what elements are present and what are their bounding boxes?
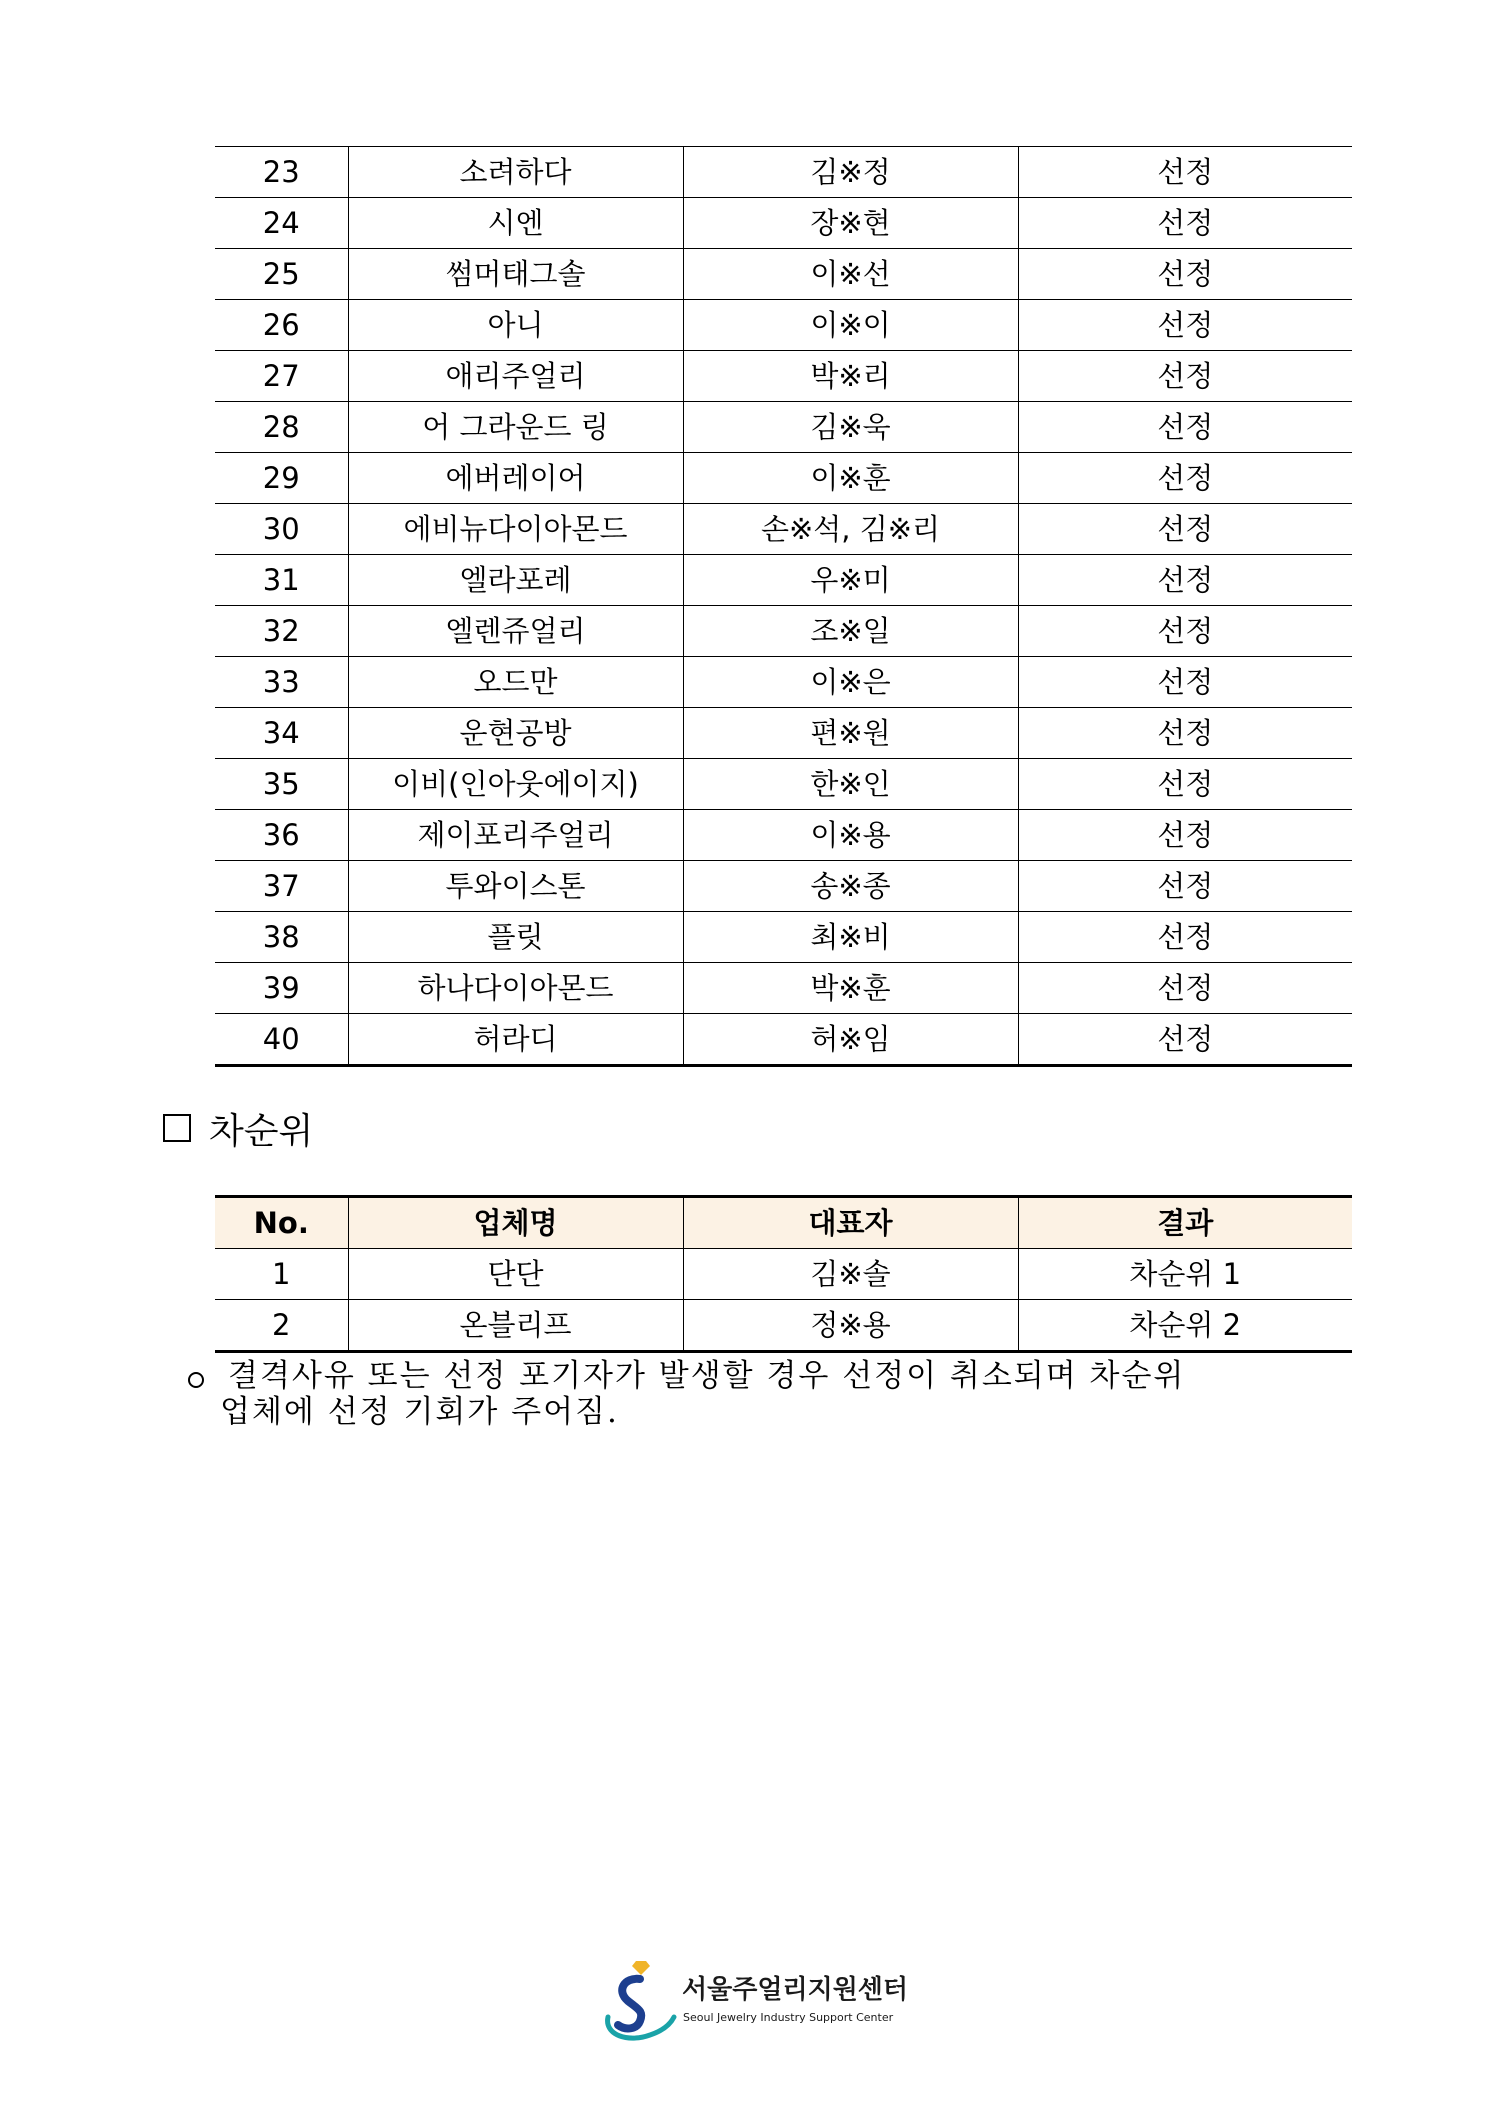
- cell-company: 애리주얼리: [348, 351, 683, 402]
- cell-no: 30: [215, 504, 348, 555]
- cell-company: 투와이스톤: [348, 861, 683, 912]
- cell-no: 32: [215, 606, 348, 657]
- cell-representative: 이※훈: [683, 453, 1018, 504]
- cell-representative: 손※석, 김※리: [683, 504, 1018, 555]
- cell-company: 운현공방: [348, 708, 683, 759]
- cell-result: 차순위 2: [1018, 1300, 1352, 1352]
- cell-representative: 송※종: [683, 861, 1018, 912]
- cell-no: 36: [215, 810, 348, 861]
- cell-company: 에버레이어: [348, 453, 683, 504]
- cell-company: 제이포리주얼리: [348, 810, 683, 861]
- header-company: 업체명: [348, 1197, 683, 1249]
- table-row: [215, 708, 1352, 759]
- table-row: [215, 861, 1352, 912]
- cell-company: 썸머태그솔: [348, 249, 683, 300]
- cell-no: 39: [215, 963, 348, 1014]
- table-row: [215, 300, 1352, 351]
- cell-result: 선정: [1018, 1014, 1352, 1066]
- table-row: [215, 402, 1352, 453]
- note-line-1: [188, 1358, 1338, 1394]
- logo-subtitle: Seoul Jewelry Industry Support Center: [683, 2011, 894, 2024]
- header-no: No.: [215, 1197, 348, 1249]
- cell-representative: 허※임: [683, 1014, 1018, 1066]
- cell-result: 선정: [1018, 351, 1352, 402]
- table-row: [215, 963, 1352, 1014]
- cell-company: 플릿: [348, 912, 683, 963]
- cell-result: 선정: [1018, 504, 1352, 555]
- runner-up-table: [215, 1195, 1352, 1353]
- cell-representative: 김※욱: [683, 402, 1018, 453]
- cell-representative: 이※용: [683, 810, 1018, 861]
- circle-bullet-icon: [188, 1372, 204, 1388]
- table-row: [215, 1014, 1352, 1066]
- cell-company: 시엔: [348, 198, 683, 249]
- cell-representative: 김※솔: [683, 1249, 1018, 1300]
- table-row: [215, 504, 1352, 555]
- cell-result: 선정: [1018, 759, 1352, 810]
- cell-company: 하나다이아몬드: [348, 963, 683, 1014]
- cell-no: 26: [215, 300, 348, 351]
- section-heading: [163, 1104, 313, 1152]
- cell-result: 선정: [1018, 198, 1352, 249]
- cell-result: 선정: [1018, 963, 1352, 1014]
- cell-no: 40: [215, 1014, 348, 1066]
- table-row: [215, 249, 1352, 300]
- cell-no: 27: [215, 351, 348, 402]
- cell-company: 어 그라운드 링: [348, 402, 683, 453]
- cell-result: 선정: [1018, 147, 1352, 198]
- cell-representative: 장※현: [683, 198, 1018, 249]
- checkbox-square-icon: [163, 1114, 191, 1142]
- table-row: [215, 555, 1352, 606]
- selection-table: [215, 146, 1352, 1067]
- cell-representative: 박※리: [683, 351, 1018, 402]
- cell-no: 29: [215, 453, 348, 504]
- cell-company: 이비(인아웃에이지): [348, 759, 683, 810]
- cell-company: 허라디: [348, 1014, 683, 1066]
- table-row: [215, 810, 1352, 861]
- cell-no: 24: [215, 198, 348, 249]
- cell-result: 선정: [1018, 657, 1352, 708]
- table-row: [215, 657, 1352, 708]
- jewelry-center-logo-icon: [600, 1955, 682, 2047]
- cell-no: 2: [215, 1300, 348, 1352]
- cell-no: 38: [215, 912, 348, 963]
- cell-representative: 최※비: [683, 912, 1018, 963]
- note: [188, 1358, 1338, 1430]
- cell-company: 단단: [348, 1249, 683, 1300]
- cell-representative: 한※인: [683, 759, 1018, 810]
- cell-no: 23: [215, 147, 348, 198]
- cell-representative: 편※원: [683, 708, 1018, 759]
- cell-company: 엘렌쥬얼리: [348, 606, 683, 657]
- section-heading-text: 차순위: [209, 1110, 314, 1152]
- cell-no: 33: [215, 657, 348, 708]
- cell-result: 선정: [1018, 402, 1352, 453]
- cell-representative: 이※이: [683, 300, 1018, 351]
- table-row: [215, 351, 1352, 402]
- cell-no: 31: [215, 555, 348, 606]
- cell-result: 선정: [1018, 861, 1352, 912]
- cell-result: 선정: [1018, 606, 1352, 657]
- cell-representative: 이※선: [683, 249, 1018, 300]
- runner-up-row: [215, 1249, 1352, 1300]
- note-text-1: 결격사유 또는 선정 포기자가 발생할 경우 선정이 취소되며 차순위: [228, 1358, 1186, 1394]
- runner-up-table-header: [215, 1197, 1352, 1249]
- table-row: [215, 606, 1352, 657]
- cell-representative: 이※은: [683, 657, 1018, 708]
- cell-no: 34: [215, 708, 348, 759]
- table-row: [215, 453, 1352, 504]
- cell-no: 35: [215, 759, 348, 810]
- cell-no: 28: [215, 402, 348, 453]
- cell-company: 소려하다: [348, 147, 683, 198]
- cell-result: 선정: [1018, 453, 1352, 504]
- selection-table-body: [215, 147, 1352, 1066]
- table-row: [215, 198, 1352, 249]
- cell-representative: 정※용: [683, 1300, 1018, 1352]
- cell-company: 에비뉴다이아몬드: [348, 504, 683, 555]
- cell-company: 엘라포레: [348, 555, 683, 606]
- table-row: [215, 147, 1352, 198]
- runner-up-table-body: [215, 1249, 1352, 1352]
- cell-result: 선정: [1018, 810, 1352, 861]
- runner-up-row: [215, 1300, 1352, 1352]
- header-result: 결과: [1018, 1197, 1352, 1249]
- cell-result: 선정: [1018, 555, 1352, 606]
- cell-representative: 김※정: [683, 147, 1018, 198]
- cell-result: 차순위 1: [1018, 1249, 1352, 1300]
- header-representative: 대표자: [683, 1197, 1018, 1249]
- table-row: [215, 912, 1352, 963]
- cell-no: 37: [215, 861, 348, 912]
- cell-representative: 박※훈: [683, 963, 1018, 1014]
- cell-company: 아니: [348, 300, 683, 351]
- logo-title: 서울주얼리지원센터: [682, 1975, 909, 2005]
- cell-result: 선정: [1018, 249, 1352, 300]
- cell-result: 선정: [1018, 300, 1352, 351]
- cell-no: 1: [215, 1249, 348, 1300]
- footer-logo: [600, 1955, 909, 2047]
- cell-company: 오드만: [348, 657, 683, 708]
- cell-result: 선정: [1018, 912, 1352, 963]
- table-row: [215, 759, 1352, 810]
- cell-representative: 조※일: [683, 606, 1018, 657]
- cell-result: 선정: [1018, 708, 1352, 759]
- cell-no: 25: [215, 249, 348, 300]
- cell-representative: 우※미: [683, 555, 1018, 606]
- cell-company: 온블리프: [348, 1300, 683, 1352]
- note-text-2: 업체에 선정 기회가 주어짐.: [220, 1394, 619, 1430]
